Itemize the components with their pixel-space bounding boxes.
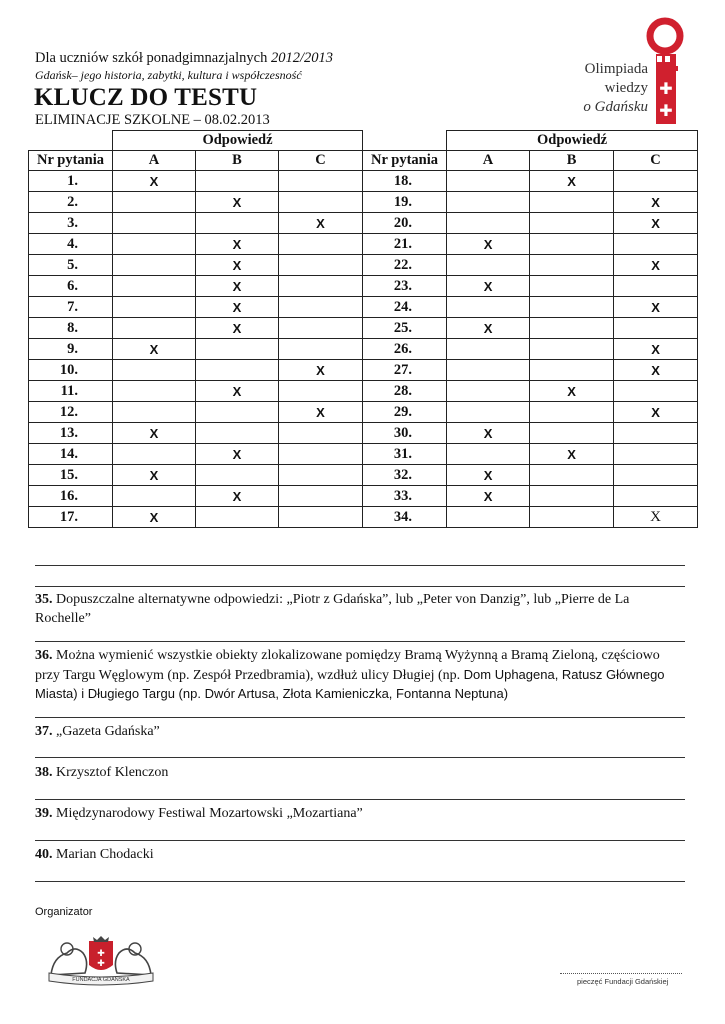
table-row bbox=[29, 402, 698, 423]
table-row bbox=[29, 339, 698, 360]
question-number-left: 9. bbox=[29, 339, 113, 360]
answer-b-left: X bbox=[196, 444, 279, 465]
answer-b-right: X bbox=[530, 381, 614, 402]
question-number-left: 7. bbox=[29, 297, 113, 318]
answer-a-left bbox=[113, 255, 196, 276]
foundation-emblem-icon bbox=[45, 935, 157, 987]
divider-line bbox=[35, 717, 685, 718]
answer-c-right bbox=[614, 381, 698, 402]
answer-38: 38. Krzysztof Klenczon bbox=[35, 765, 169, 780]
answer-header-right: Odpowiedź bbox=[447, 131, 698, 151]
answer-a-right bbox=[447, 213, 530, 234]
question-number-right: 31. bbox=[363, 444, 447, 465]
question-number-left: 13. bbox=[29, 423, 113, 444]
table-row bbox=[29, 465, 698, 486]
answer-c-right bbox=[614, 276, 698, 297]
answer-39: 39. Międzynarodowy Festiwal Mozartowski „Mozartiana” bbox=[35, 806, 363, 821]
question-number-left: 8. bbox=[29, 318, 113, 339]
table-row bbox=[29, 255, 698, 276]
table-row bbox=[29, 318, 698, 339]
answer-a-left: X bbox=[113, 423, 196, 444]
table-row bbox=[29, 213, 698, 234]
answer-b-right bbox=[530, 339, 614, 360]
olympiad-logo-text bbox=[560, 60, 648, 117]
question-number-right: 19. bbox=[363, 192, 447, 213]
answer-c-right: X bbox=[614, 213, 698, 234]
answer-b-right bbox=[530, 507, 614, 528]
answer-a-right bbox=[447, 339, 530, 360]
answer-b-left bbox=[196, 423, 279, 444]
svg-text:✚: ✚ bbox=[659, 101, 673, 120]
answer-b-left: X bbox=[196, 255, 279, 276]
question-number-right: 30. bbox=[363, 423, 447, 444]
answer-b-right bbox=[530, 423, 614, 444]
answer-b-left bbox=[196, 171, 279, 192]
question-number-right: 23. bbox=[363, 276, 447, 297]
table-row bbox=[29, 297, 698, 318]
answer-b-left: X bbox=[196, 276, 279, 297]
answer-a-left bbox=[113, 402, 196, 423]
question-number-left: 3. bbox=[29, 213, 113, 234]
answer-a-right: X bbox=[447, 318, 530, 339]
answer-b-right bbox=[530, 276, 614, 297]
table-row bbox=[29, 192, 698, 213]
table-row bbox=[29, 444, 698, 465]
logo-line-1: Olimpiada bbox=[584, 61, 648, 77]
header-spacer bbox=[363, 131, 447, 151]
answer-a-right: X bbox=[447, 276, 530, 297]
answer-36: 36. Można wymienić wszystkie obiekty zlokalizowane pomiędzy Bramą Wyżynną a Bramą Zieloną, częściowo przy Targu Węglowym (np. Zespół Przedbramia), wzdłuż ulicy Długiej (np. Dom Uphagena, Ratusz Głównego Miasta) i Długiego Targu (np. Dwór Artusa, Złota Kamieniczka, Fontanna Neptuna) bbox=[35, 648, 665, 701]
answer-c-left bbox=[279, 234, 363, 255]
answer-b-left: X bbox=[196, 486, 279, 507]
answer-a-left bbox=[113, 381, 196, 402]
answer-c-right bbox=[614, 465, 698, 486]
answer-a-left bbox=[113, 360, 196, 381]
divider-line bbox=[35, 881, 685, 882]
foundation-banner-text: FUNDACJA GDAŃSKA bbox=[72, 977, 130, 983]
question-number-right: 34. bbox=[363, 507, 447, 528]
question-number-left: 15. bbox=[29, 465, 113, 486]
answer-b-left bbox=[196, 213, 279, 234]
table-row bbox=[29, 486, 698, 507]
answer-b-right: X bbox=[530, 444, 614, 465]
answer-c-left bbox=[279, 297, 363, 318]
answer-b-right bbox=[530, 360, 614, 381]
answer-c-right bbox=[614, 507, 698, 528]
question-number-left: 5. bbox=[29, 255, 113, 276]
header-olympiad-subject: Gdańsk– jego historia, zabytki, kultura i współczesność bbox=[35, 68, 302, 82]
question-number-right: 24. bbox=[363, 297, 447, 318]
answer-a-right: X bbox=[447, 423, 530, 444]
answer-c-right: X bbox=[614, 255, 698, 276]
table-row bbox=[29, 423, 698, 444]
question-number-right: 25. bbox=[363, 318, 447, 339]
answer-a-right bbox=[447, 402, 530, 423]
answer-a-right bbox=[447, 360, 530, 381]
col-b-header-right: B bbox=[530, 151, 614, 171]
answer-a-right bbox=[447, 171, 530, 192]
answer-a-left: X bbox=[113, 507, 196, 528]
answer-b-right bbox=[530, 255, 614, 276]
question-number-left: 14. bbox=[29, 444, 113, 465]
question-number-left: 11. bbox=[29, 381, 113, 402]
answer-b-left bbox=[196, 360, 279, 381]
answer-a-left bbox=[113, 444, 196, 465]
answer-b-right bbox=[530, 486, 614, 507]
key-logo-icon bbox=[638, 14, 688, 126]
answer-b-right bbox=[530, 213, 614, 234]
answer-a-right bbox=[447, 381, 530, 402]
answer-b-left: X bbox=[196, 297, 279, 318]
col-b-header-left: B bbox=[196, 151, 279, 171]
answer-c-left bbox=[279, 339, 363, 360]
col-a-header-right: A bbox=[447, 151, 530, 171]
answer-c-right: X bbox=[614, 402, 698, 423]
table-row bbox=[29, 171, 698, 192]
answer-a-left bbox=[113, 213, 196, 234]
svg-text:✚: ✚ bbox=[659, 79, 673, 98]
answer-c-left bbox=[279, 507, 363, 528]
answer-b-left: X bbox=[196, 192, 279, 213]
answer-37: 37. „Gazeta Gdańska” bbox=[35, 724, 160, 739]
answer-c-left bbox=[279, 486, 363, 507]
answer-a-left bbox=[113, 486, 196, 507]
answer-40: 40. Marian Chodacki bbox=[35, 847, 154, 862]
answer-c-left bbox=[279, 465, 363, 486]
question-number-left: 10. bbox=[29, 360, 113, 381]
answer-b-right bbox=[530, 192, 614, 213]
header-spacer bbox=[29, 131, 113, 151]
answer-b-left bbox=[196, 339, 279, 360]
answer-key-table bbox=[28, 130, 698, 528]
answer-c-right: X bbox=[614, 192, 698, 213]
divider-line bbox=[35, 840, 685, 841]
answer-a-right: X bbox=[447, 486, 530, 507]
page-title: KLUCZ DO TESTU bbox=[34, 84, 258, 111]
question-number-left: 1. bbox=[29, 171, 113, 192]
answer-c-left: X bbox=[279, 402, 363, 423]
answer-b-right bbox=[530, 402, 614, 423]
answer-a-left: X bbox=[113, 171, 196, 192]
table-row bbox=[29, 276, 698, 297]
stamp-caption: pieczęć Fundacji Gdańskiej bbox=[577, 977, 669, 986]
question-number-left: 12. bbox=[29, 402, 113, 423]
logo-line-3: o Gdańsku bbox=[583, 99, 648, 115]
answer-b-right bbox=[530, 234, 614, 255]
signature-line bbox=[560, 973, 682, 974]
table-subheader-row bbox=[29, 151, 698, 171]
answer-c-left bbox=[279, 381, 363, 402]
table-row bbox=[29, 234, 698, 255]
divider-line bbox=[35, 586, 685, 587]
answer-a-right bbox=[447, 507, 530, 528]
answer-c-right bbox=[614, 423, 698, 444]
table-row bbox=[29, 360, 698, 381]
question-number-left: 16. bbox=[29, 486, 113, 507]
answer-b-left bbox=[196, 402, 279, 423]
answer-a-left bbox=[113, 318, 196, 339]
answer-35: 35. Dopuszczalne alternatywne odpowiedzi: „Piotr z Gdańska”, lub „Peter von Danzig”, lub „Pierre de La Rochelle” bbox=[35, 592, 630, 626]
answer-a-right bbox=[447, 444, 530, 465]
answer-a-left bbox=[113, 297, 196, 318]
answer-a-right bbox=[447, 297, 530, 318]
answer-a-left: X bbox=[113, 465, 196, 486]
answer-b-left: X bbox=[196, 318, 279, 339]
answer-c-right bbox=[614, 171, 698, 192]
answer-a-left bbox=[113, 276, 196, 297]
question-number-header-left: Nr pytania bbox=[29, 151, 113, 171]
answer-c-left bbox=[279, 192, 363, 213]
organizer-label: Organizator bbox=[35, 906, 93, 918]
question-number-left: 2. bbox=[29, 192, 113, 213]
answer-b-right: X bbox=[530, 171, 614, 192]
answer-a-right: X bbox=[447, 234, 530, 255]
answer-a-right: X bbox=[447, 465, 530, 486]
answer-c-left bbox=[279, 444, 363, 465]
divider-line bbox=[35, 641, 685, 642]
answer-a-left: X bbox=[113, 339, 196, 360]
answer-b-right bbox=[530, 297, 614, 318]
question-number-header-right: Nr pytania bbox=[363, 151, 447, 171]
answer-c-right: X bbox=[614, 360, 698, 381]
answer-b-left bbox=[196, 507, 279, 528]
question-number-right: 29. bbox=[363, 402, 447, 423]
answer-mark: X bbox=[650, 508, 661, 525]
col-c-header-left: C bbox=[279, 151, 363, 171]
answer-c-left bbox=[279, 171, 363, 192]
question-number-left: 6. bbox=[29, 276, 113, 297]
table-row bbox=[29, 381, 698, 402]
answer-b-right bbox=[530, 465, 614, 486]
answer-c-right bbox=[614, 318, 698, 339]
divider-line bbox=[35, 565, 685, 566]
question-number-right: 21. bbox=[363, 234, 447, 255]
header-target-audience: Dla uczniów szkół ponadgimnazjalnych 2012/2013 bbox=[35, 50, 333, 66]
divider-line bbox=[35, 799, 685, 800]
answer-c-right bbox=[614, 234, 698, 255]
question-number-right: 22. bbox=[363, 255, 447, 276]
answer-b-right bbox=[530, 318, 614, 339]
answer-c-left bbox=[279, 318, 363, 339]
answer-header-left: Odpowiedź bbox=[113, 131, 363, 151]
question-number-right: 26. bbox=[363, 339, 447, 360]
col-a-header-left: A bbox=[113, 151, 196, 171]
answer-b-left: X bbox=[196, 234, 279, 255]
col-c-header-right: C bbox=[614, 151, 698, 171]
answer-b-left bbox=[196, 465, 279, 486]
question-number-left: 17. bbox=[29, 507, 113, 528]
question-number-right: 27. bbox=[363, 360, 447, 381]
answer-c-left: X bbox=[279, 360, 363, 381]
question-number-right: 18. bbox=[363, 171, 447, 192]
svg-text:✚: ✚ bbox=[97, 949, 105, 959]
question-number-left: 4. bbox=[29, 234, 113, 255]
question-number-right: 32. bbox=[363, 465, 447, 486]
svg-text:✚: ✚ bbox=[97, 959, 105, 969]
answer-c-left bbox=[279, 255, 363, 276]
page-subtitle: ELIMINACJE SZKOLNE – 08.02.2013 bbox=[35, 112, 270, 128]
answer-a-right bbox=[447, 192, 530, 213]
answer-c-right: X bbox=[614, 339, 698, 360]
answer-c-right: X bbox=[614, 297, 698, 318]
logo-line-2: wiedzy bbox=[604, 80, 648, 96]
answer-c-right bbox=[614, 486, 698, 507]
table-row bbox=[29, 507, 698, 528]
answer-c-right bbox=[614, 444, 698, 465]
question-number-right: 28. bbox=[363, 381, 447, 402]
answer-c-left: X bbox=[279, 213, 363, 234]
answer-a-left bbox=[113, 192, 196, 213]
divider-line bbox=[35, 757, 685, 758]
answer-a-left bbox=[113, 234, 196, 255]
table-header-row bbox=[29, 131, 698, 151]
answer-a-right bbox=[447, 255, 530, 276]
question-number-right: 33. bbox=[363, 486, 447, 507]
answer-c-left bbox=[279, 423, 363, 444]
answer-c-left bbox=[279, 276, 363, 297]
answer-b-left: X bbox=[196, 381, 279, 402]
question-number-right: 20. bbox=[363, 213, 447, 234]
